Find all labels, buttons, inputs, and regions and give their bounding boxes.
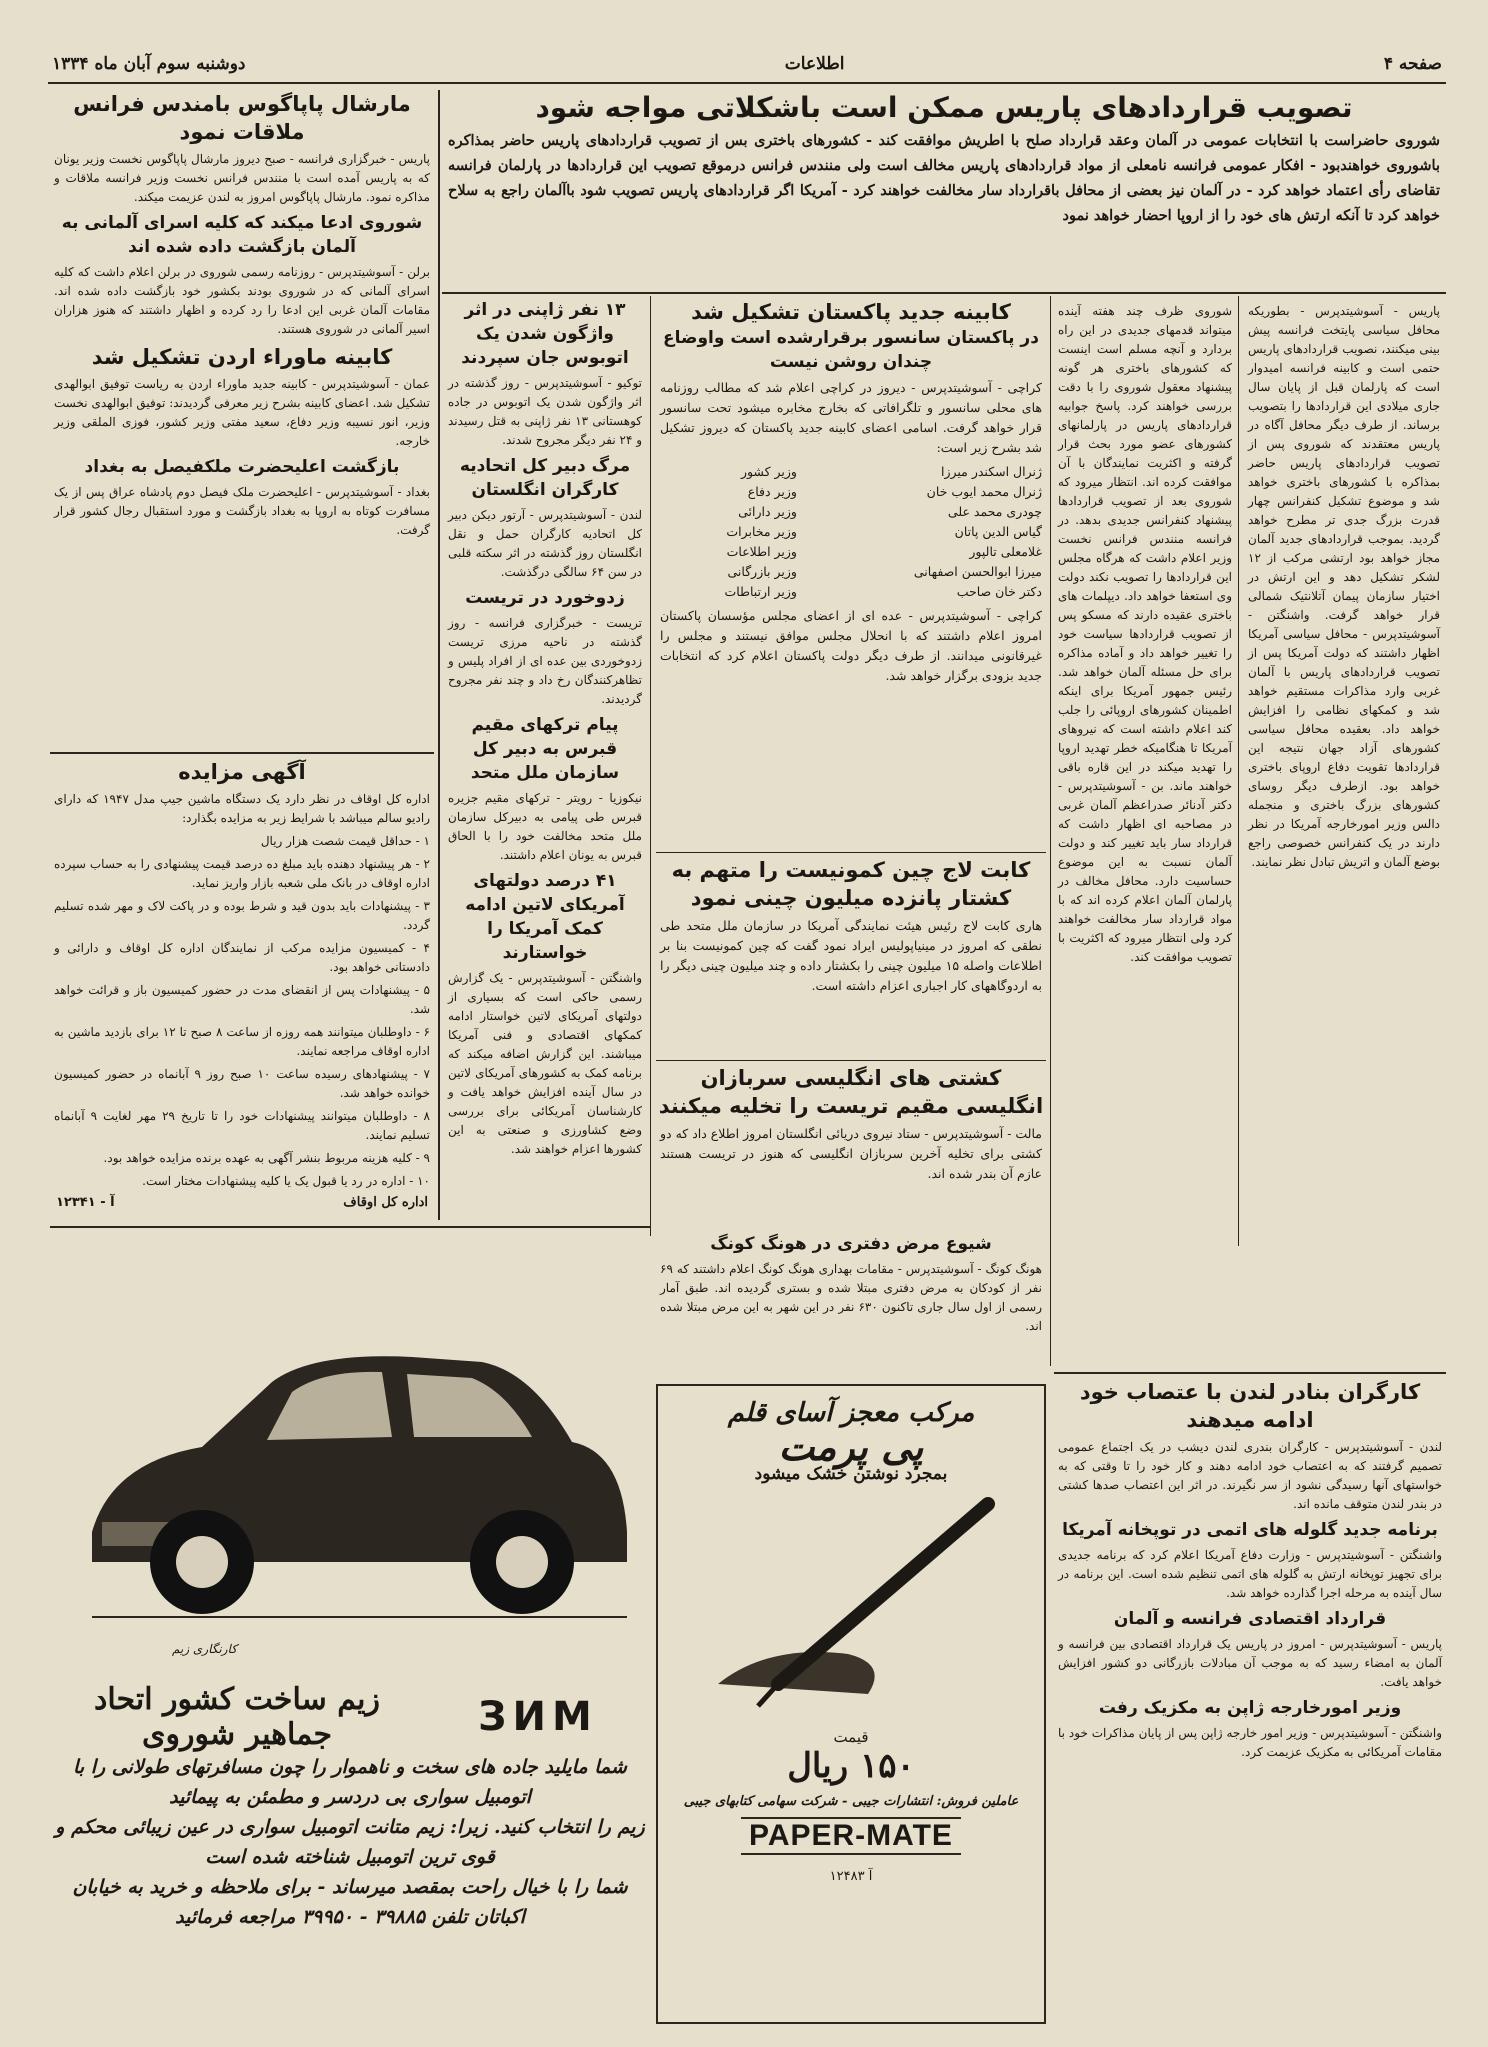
minister-post: وزیر کشور [740,464,797,479]
minister-post: وزیر دارائی [738,504,797,519]
iraq-headline: بازگشت اعلیحضرت ملکفیصل به بغداد [84,457,400,477]
trade-text: پاریس - آسوشیتدپرس - امروز در پاریس یک قرارداد اقتصادی بین فرانسه و آلمان به امضاء رسید که به موجب آن مبادلات بازرگانی دو کشور افزایش خواهد یافت. [1058,1637,1442,1689]
minister-post: وزیر دفاع [747,484,797,499]
atom-headline: برنامه جدید گلوله های اتمی در توپخانه آمریکا [1062,1520,1438,1540]
article-rule [656,852,1046,853]
minister-name: غلامعلی تالپور [969,544,1042,559]
header-rule [48,82,1446,84]
chinese-headline: کابت لاج چین کمونیست را متهم به کشتار پانزده میلیون چینی نمود [671,858,1031,910]
minister-post: وزیر بازرگانی [727,564,797,579]
minister-row [656,562,1046,582]
zim-logo: ЗИМ [478,1694,598,1740]
hongkong-article [656,1232,1046,1372]
pm-price: ۱۵۰ ریال [787,1746,915,1786]
hongkong-text: هونگ کونگ - آسوشیتدپرس - مقامات بهداری هونگ کونگ اعلام داشتند که ۶۹ نفر از کودکان به مرض دفتری مبتلا شده و بستری گردیده اند. طبق آمار رسمی از اول سال جاری تاکنون ۶۳۰ نفر در این شهر به این مرض مبتلا شده اند. [660,1262,1043,1333]
auction-item: ۳ - پیشنهادات باید بدون قید و شرط بوده و در پاکت لاک و مهر شده تسلیم گردد. [54,899,430,932]
zim-car-ad [52,1232,648,2032]
trieste-text: تریست - خبرگزاری فرانسه - روز گذشته در ناحیه مرزی تریست زدوخوردی بین عده ای از افراد پلیس و تظاهرکنندگان رخ داد و چند نفر مجروح گردیدند. [448,616,642,706]
ships-headline: کشتی های انگلیسی سربازان انگلیسی مقیم تریست را تخلیه میکنند [658,1066,1044,1118]
pen-illustration [658,1484,1044,1724]
chinese-article [656,856,1046,1056]
minister-name: دکتر خان صاحب [956,584,1042,599]
pm-code: آ ۱۲۴۸۳ [829,1869,873,1884]
minister-row [656,582,1046,602]
zim-line-1: شما مایلید جاده های سخت و ناهموار را چون مسافرتهای طولانی را با اتومبیل سواری بی دردسر و مطمئن به پیمائید [73,1756,627,1808]
main-head-rule [442,292,1446,294]
minister-post: وزیر اطلاعات [726,544,797,559]
minister-name: میرزا ابوالحسن اصفهانی [913,564,1042,579]
auction-item: ۵ - پیشنهادات پس از انقضای مدت در حضور کمیسیون باز و قرائت خواهد شد. [54,983,430,1016]
main-story-head [442,90,1446,290]
minister-row [656,522,1046,542]
page-header [52,52,1442,76]
column-rule [438,90,440,1220]
main-lead: شوروی حاضراست با انتخابات عمومی در آلمان وعقد قرارداد صلح با اطریش موافقت کند - کشورهای باختری بس از تصویب قراردادهای پاریس حاضر بمذاکره باشوروی خواهندبود - افکار عمومی فرانسه نامعلی از مواد قراردادهای پاریس مخالف است ولی منندس فرانس درموقع تصویب این قراردادها در پارلمان فرانسه تقاضای رأی اعتماد خواهد کرد - در آلمان نیز بعضی از محافل باقرارداد سار مخالفت خواهند کرد - آمریکا اگر قراردادهای پاریس تصویب شود باآلمان راجع به سلاح خواهد کرد تا آنکه ارتش های خود را از اروپا احضار خواهد نمود [448,132,1440,224]
port-workers-headline: کارگران بنادر لندن با عتصاب خود ادامه میدهند [1079,1380,1421,1432]
japan-bus-text: توکیو - آسوشیتدپرس - روز گذشته در اثر واژگون شدن یک اتوبوس در جاده کوهستانی ۱۳ نفر ژاپنی به قتل رسیدند و ۲۴ نفر دیگر مجروح شدند. [448,376,642,447]
zim-headline: زیم ساخت کشور اتحاد جماهیر شوروی [94,1682,380,1752]
jordan-headline: کابینه ماوراء اردن تشکیل شد [91,345,393,369]
ministers-table [656,462,1046,602]
auction-code: آ - ۱۲۳۴۱ [56,1195,115,1210]
auction-headline: آگهی مزایده [178,760,306,784]
minister-name: چودری محمد علی [947,504,1042,519]
newspaper-name: اطلاعات [784,54,845,74]
minister-name: گیاس الدین پاتان [954,524,1042,539]
pm-tagline: بمجرد نوشتن خشک میشود [754,1464,948,1484]
pow-headline: شوروی ادعا میکند که کلیه اسرای آلمانی به آلمان بازگشت داده شده اند [61,213,423,257]
pm-title: مرکب معجز آسای قلم [727,1398,975,1428]
main-story-text: پاریس - آسوشیتدپرس - بطوریکه محافل سیاسی پایتخت فرانسه پیش بینی میکنند، نصویب قراردادهای پاریس حتمی است و کابینه فرانسه امیدوار است که پارلمان قبل از پایان سال جاری میلادی این قراردادها را بتصویب برساند. از طرف دیگر محافل آگاه در پاریس معتقدند که شوروی پس از تصویب قراردادهای پاریس حاضر بمذاکره با کشورهای باختری خواهد شد و موضوع تشکیل کنفرانس چهار قدرت بزرگ جدی تر مطرح خواهد گردید. بموجب قراردادهای جدید آلمان مجاز خواهد بود ارتشی مرکب از ۱۲ لشکر تشکیل دهد و این ارتش در اختیار سازمان پیمان آتلانتیک شمالی قرار خواهد گرفت. واشنگتن - آسوشیتدپرس - محافل سیاسی آمریکا اظهار داشتند که دولت آمریکا پس از تصویب قراردادهای پاریس با آلمان غربی وارد مذاکرات مستقیم خواهد شد و کمکهای نظامی را افزایش خواهد داد. بعقیده محافل سیاسی کشورهای آزاد جهان نتیجه این قراردادها تقویت دفاع اروپای باختری خواهد بود. ازطرف دیگر روسای کشورهای بزرگ باختری و منجمله دالس وزیر امورخارجه آمریکا در نظر دارند در یک کنفرانس خصوصی راجع بوضع آلمان و اتریش تبادل نظر نمایند. [1248,304,1440,869]
atom-text: واشنگتن - آسوشیتدپرس - وزارت دفاع آمریکا اعلام کرد که برنامه جدیدی برای تجهیز توپخانه ارتش به گلوله های اتمی تنظیم شده است. این برنامه در سال آینده به مرحله اجرا گذارده خواهد شد. [1058,1548,1442,1600]
union-death-headline: مرگ دبیر کل اتحادیه کارگران انگلستان [459,456,631,500]
news-column-d [50,90,434,745]
minister-row [656,462,1046,482]
auction-text: اداره کل اوقاف در نظر دارد یک دستگاه ماشین جیپ مدل ۱۹۴۷ که دارای رادیو سالم میباشد با شرایط زیر به مزایده بگذارد: [54,792,430,825]
iraq-text: بغداد - آسوشیتدپرس - اعلیحضرت ملک فیصل دوم پادشاه عراق پس از یک مسافرت کوتاه به اروپا به بغداد بازگشت و مورد استقبال رجال کشور قرار گرفت. [54,485,430,537]
column-rule [1050,296,1051,1366]
cyprus-text: نیکوزیا - رویتر - ترکهای مقیم جزیره قبرس طی پیامی به دبیرکل سازمان ملل متحد مخالفت خود را با الحاق قبرس به یونان اعلام داشتند. [448,791,642,862]
pakistan-text-2: کراچی - آسوشیتدپرس - عده ای از اعضای مجلس مؤسسان پاکستان امروز اعلام داشتند که با انحلال مجلس موافق نیستند و مجلس را غیرقانونی میدانند. از طرف دیگر دولت پاکستان اعلام کرد که انتخابات جدید بزودی برگزار خواهد شد. [660,608,1042,683]
pm-price-label: قیمت [833,1728,869,1746]
japan-bus-headline: ۱۳ نفر ژاپنی در اثر واژگون شدن یک اتوبوس جان سپردند [461,300,629,368]
trade-headline: قرارداد اقتصادی فرانسه و آلمان [1113,1609,1387,1629]
union-death-text: لندن - آسوشیتدپرس - آرتور دیکن دبیر کل اتحادیه کارگران حمل و نقل انگلستان روز گذشته در اثر سکته قلبی در سن ۶۴ سالگی درگذشت. [448,508,642,579]
port-workers-column [1054,1378,1446,2018]
auction-item: ۷ - پیشنهادهای رسیده ساعت ۱۰ صبح روز ۹ آبانماه در حضور کمیسیون خوانده خواهد شد. [54,1067,430,1100]
auction-signature: اداره کل اوقاف [343,1195,428,1210]
minister-row [656,482,1046,502]
zim-line-2: زیم را انتخاب کنید. زیرا: زیم متانت اتومبیل سواری در عین زیبائی محکم و قوی ترین اتومبیل شناخته شده است [55,1816,645,1868]
pm-dealer: عاملین فروش: انتشارات جیبی - شرکت سهامی کتابهای جیبی [683,1794,1019,1809]
pakistan-headline: کابینه جدید پاکستان تشکیل شد [691,300,1011,324]
main-story-col-b [1054,298,1236,1368]
japan-fm-headline: وزیر امورخارجه ژاپن به مکزیک رفت [1098,1698,1402,1718]
latin-america-headline: ۴۱ درصد دولتهای آمریکای لاتین ادامه کمک آمریکا را خواستارند [465,871,625,963]
pakistan-text: کراچی - آسوشیتدپرس - دیروز در کراچی اعلام شد که مطالب روزنامه های محلی سانسور و تلگرافاتی که بخارج مخابره میشود تحت سانسور قرار خواهد گرفت. اسامی اعضای کابینه جدید پاکستان که دیروز تشکیل شد بشرح زیر است: [660,380,1042,455]
auction-item: ۶ - داوطلبان میتوانند همه روزه از ساعت ۸ صبح تا ۱۲ برای بازدید ماشین به اداره اوقاف مراجعه نمایند. [54,1025,430,1058]
auction-item: ۱ - حداقل قیمت شصت هزار ریال [260,834,430,848]
trieste-headline: زدوخورد در تریست [465,588,625,608]
pm-product: پی پرمت [778,1424,924,1469]
pakistan-subhead: در پاکستان سانسور برقرارشده است واوضاع چندان روشن نیست [663,328,1039,372]
article-rule [656,1060,1046,1061]
auction-rule [50,752,434,754]
minister-name: ژنرال اسکندر میرزا [940,464,1042,479]
pow-text: برلن - آسوشیتدپرس - روزنامه رسمی شوروی در برلن اعلام داشت که کلیه اسرای آلمانی که در شوروی بودند بکشور خود بازگشت داده شده اند. مقامات آلمان غربی این ادعا را رد کرده و اظهار داشتند که هنوز هزاران اسیر آلمانی در شوروی هستند. [54,265,430,336]
ships-text: مالت - آسوشیتدپرس - ستاد نیروی دریائی انگلستان امروز اطلاع داد که دو کشتی برای تخلیه آخرین سربازان انگلیسی که هنوز در تریست هستند عازم آن بندر شده اند. [660,1126,1042,1181]
ad-rule [50,1226,650,1228]
chinese-text: هاری کابت لاج رئیس هیئت نمایندگی آمریکا در سازمان ملل متحد طی نطقی که امروز در مینیاپولیس ایراد نمود گفت که چین کمونیست بنا بر اطلاعات واصله ۱۵ میلیون چینی را بکشتار داده و چند میلیون چینی دیگر را به اردوگاههای کار اجباری اعزام داشته است. [660,918,1043,993]
zim-line-3: شما را با خیال راحت بمقصد میرساند - برای ملاحظه و خرید به خیابان اکباتان تلفن ۳۹۸۸۵ - ۳۹۹۵۰ مراجعه فرمائید [72,1876,628,1928]
zim-caption: کارنگاری زیم [172,1642,237,1656]
japan-fm-text: واشنگتن - آسوشیتدپرس - وزیر امور خارجه ژاپن پس از پایان مذاکرات خود با مقامات آمریکائی به مکزیک عزیمت کرد. [1058,1726,1442,1759]
jordan-text: عمان - آسوشیتدپرس - کابینه جدید ماوراء اردن به ریاست توفیق ابوالهدی تشکیل شد. اعضای کابینه بشرح زیر معرفی گردیدند: توفیق ابوالهدی نخست وزیر، انور نسیبه وزیر دفاع، سعید مفتی وزیر کشور، فوزی الملقی وزیر خارجه. [54,377,430,448]
papagos-headline: مارشال پاپاگوس بامندس فرانس ملاقات نمود [73,92,411,144]
news-column-c [444,298,646,1238]
papagos-text: پاریس - خبرگزاری فرانسه - صبح دیروز مارشال پاپاگوس نخست وزیر یونان که به پاریس آمده است با منندس فرانس نخست وزیر فرانسه ملاقات و مذاکره نمود. مارشال پاپاگوس امروز به لندن عزیمت میکند. [54,152,430,204]
main-story-text: شوروی ظرف چند هفته آینده میتواند قدمهای جدیدی در این راه بردارد و آنچه مسلم است اینست که کشورهای باختری هر گونه پیشنهاد معقول شوروی را با دقت بررسی خواهند کرد. پاسخ جوابیه قراردادهای پاریس در پارلمانهای کشورهای عضو مورد بحث قرار گرفته و اکثریت نمایندگان با آن موافقت کرده اند. انتظار میرود که شوروی بعد از تصویب قراردادها پیشنهاد کنفرانس جدیدی بدهد. در فرانسه منندس فرانس نخست وزیر اعلام داشت که هرگاه مجلس این قراردادها را تصویب نکند دولت وی استعفا خواهد داد. دیپلمات های باختری عقیده دارند که مسکو پس از تصویب قراردادها سیاست خود را تغییر خواهد داد و آماده مذاکره برای حل مسئله آلمان خواهد شد. رئیس جمهور آمریکا برای اینکه اطمینان کشورهای اروپائی را جلب کند اعلام داشته است که نیروهای آمریکا تا هنگامیکه خطر تهدید اروپا را تهدید میکند در این قاره باقی خواهند ماند. بن - آسوشیتدپرس - دکتر آدنائر صدراعظم آلمان غربی در مصاحبه ای اظهار داشت که قرارداد سار باید تغییر کند و دولت آلمان نسبت به این موضوع حساسیت دارد. محافل مخالف در پارلمان آلمان اعلام کرده اند که با مواد قرارداد سار مخالفت خواهند کرد ولی انتظار میرود که اکثریت با تصویب موافقت کند. [1058,304,1232,964]
main-story-col-a [1244,298,1444,1248]
page-number: صفحه ۴ [1383,54,1442,74]
auction-item: ۸ - داوطلبان میتوانند پیشنهادات خود را تا تاریخ ۲۹ مهر لغایت ۹ آبانماه تسلیم نمایند. [54,1109,430,1142]
pm-brand: PAPER-MATE [741,1817,961,1855]
minister-post: وزیر مخابرات [726,524,797,539]
latin-america-text: واشنگتن - آسوشیتدپرس - یک گزارش رسمی حاکی است که بسیاری از دولتهای آمریکای لاتین خواستار ادامه کمکهای اقتصادی و فنی آمریکا میباشند. این گزارش اضافه میکند که برنامه کمک به کشورهای آمریکای لاتین در سال آینده افزایش خواهد یافت و کارشناسان آمریکائی برای بررسی وضع کشاورزی و صنعتی به این کشورها اعزام خواهند شد. [448,971,642,1156]
pakistan-article [656,298,1046,848]
papermate-ad [656,1384,1046,2024]
column-rule [650,296,651,1236]
auction-item: ۲ - هر پیشنهاد دهنده باید مبلغ ده درصد قیمت پیشنهادی را به حساب سپرده اداره اوقاف در بانک ملی شعبه بازار واریز نماید. [54,857,430,890]
ships-article [656,1064,1046,1220]
minister-name: ژنرال محمد ایوب خان [926,484,1042,499]
auction-items [50,832,434,1191]
car-illustration [52,1232,648,1672]
issue-date: دوشنبه سوم آبان ماه ۱۳۳۴ [52,54,246,74]
cyprus-headline: پیام ترکهای مقیم قبرس به دبیر کل سازمان ملل متحد [470,715,620,783]
minister-post: وزیر ارتباطات [724,584,797,599]
minister-row [656,502,1046,522]
port-workers-text: لندن - آسوشیتدپرس - کارگران بندری لندن دیشب در یک اجتماع عمومی تصمیم گرفتند که به اعتصاب خود ادامه دهند و کار خود را تا وقتی که به خواستهای آنها رسیدگی نشود از سر نگیرند. در اثر این اعتصاب صدها کشتی در بندر لندن متوقف مانده اند. [1058,1440,1442,1511]
auction-item: ۱۰ - اداره در رد یا قبول یک یا کلیه پیشنهادات مختار است. [142,1174,430,1188]
auction-item: ۴ - کمیسیون مزایده مرکب از نمایندگان اداره کل اوقاف و دارائی و دادستانی خواهد بود. [54,941,430,974]
hongkong-headline: شیوع مرض دفتری در هونگ کونگ [710,1234,992,1254]
auction-notice [50,758,434,1220]
auction-item: ۹ - کلیه هزینه مربوط بنشر آگهی به عهده برنده مزایده خواهد بود. [103,1151,430,1165]
article-rule [1054,1372,1446,1374]
main-headline: تصویب قراردادهای پاریس ممکن است باشکلاتی مواجه شود [535,91,1353,124]
minister-row [656,542,1046,562]
column-rule [1238,296,1239,1246]
